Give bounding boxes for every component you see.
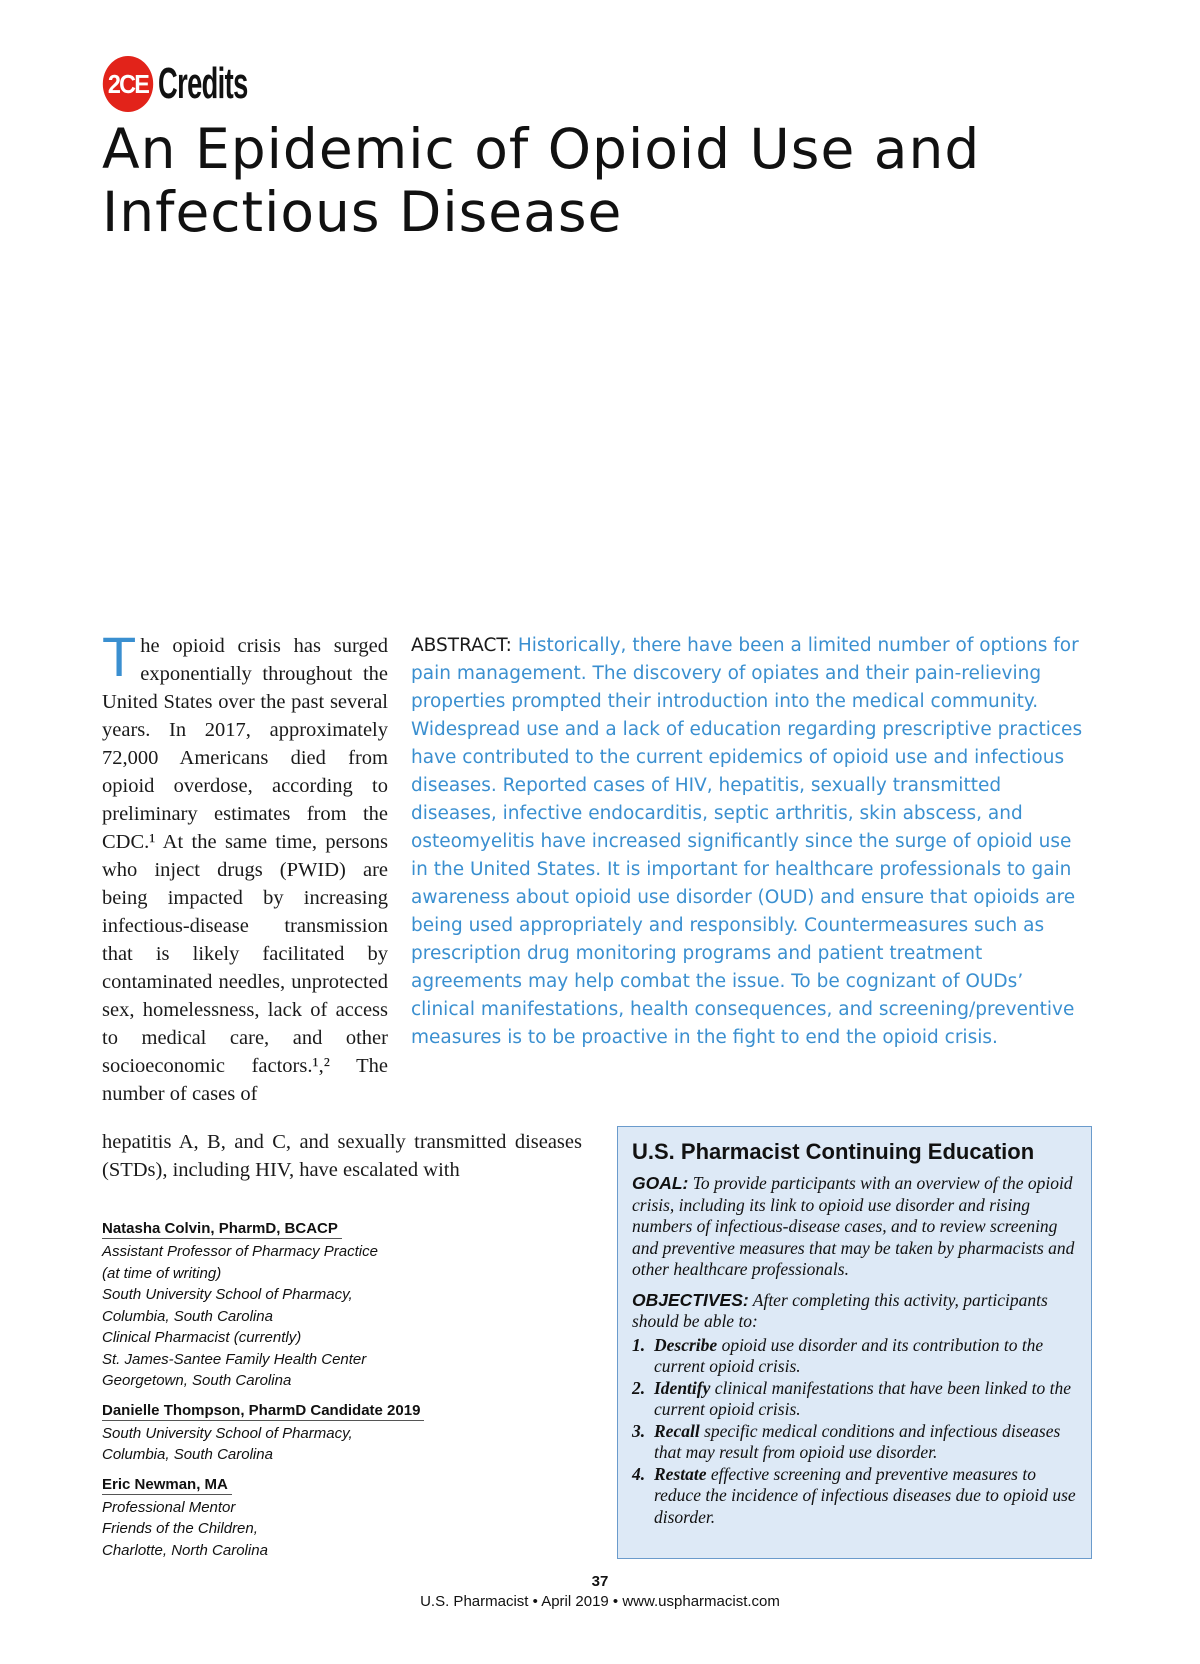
body-column-text: he opioid crisis has surged exponentially throughout the United States over the past several years. In 2017, approximately 72,000 Americans died from opioid overdose, according to preliminary estimates from the CDC.¹ At the same time, persons who inject drugs (PWID) are being impacted by increasing infectious-disease transmission that is likely facilitated by contaminated needles, unprotected sex, homelessness, lack of access to medical care, and other socioeconomic factors.¹,² The number of cases of — [102, 635, 388, 1105]
continuing-education-box — [617, 1126, 1092, 1559]
objectives-label: OBJECTIVES: — [632, 1289, 749, 1310]
objective-number: 2. — [632, 1377, 646, 1398]
affiliation-line: Columbia, South Carolina — [102, 1446, 273, 1463]
body-continued: hepatitis A, B, and C, and sexually transmitted diseases (STDs), including HIV, have escalated with — [102, 1131, 582, 1181]
affiliation-line: South University School of Pharmacy, — [102, 1286, 353, 1303]
article-title: An Epidemic of Opioid Use and Infectious Disease — [102, 117, 981, 244]
objective-text: effective screening and preventive measures to reduce the incidence of infectious diseases due to opioid use disorder. — [654, 1463, 1076, 1527]
author-name: Eric Newman, MA — [102, 1476, 232, 1495]
author-list — [102, 1220, 522, 1571]
affiliation-line: (at time of writing) — [102, 1264, 222, 1282]
affiliation-line: St. James-Santee Family Health Center — [102, 1350, 367, 1368]
ce-box-title: U.S. Pharmacist Continuing Education — [632, 1139, 1035, 1164]
objectives-intro-text: After completing this activity, participants should be able to: — [632, 1289, 1048, 1331]
objective-text: opioid use disorder and its contribution to the current opioid crisis. — [654, 1334, 1044, 1376]
page-number: 37 — [591, 1573, 609, 1590]
affiliation-line: Friends of the Children, — [102, 1520, 258, 1537]
affiliation-line: Assistant Professor of Pharmacy Practice — [102, 1243, 378, 1260]
affiliation-line: Professional Mentor — [102, 1498, 236, 1516]
body-column — [102, 625, 388, 1108]
author-block — [102, 1220, 522, 1392]
ce-objectives-intro — [632, 1290, 1077, 1333]
affiliation-line: Clinical Pharmacist (currently) — [102, 1329, 302, 1346]
ce-goal — [632, 1173, 1077, 1281]
objective-item — [632, 1421, 1077, 1464]
abstract-text: Historically, there have been a limited number of options for pain management. The discovery of opiates and their pain-relieving properties prompted their introduction into the medical community. Widespread use and a lack of education regarding prescriptive practices have contributed to the current epidemics of opioid use and infectious diseases. Reported cases of HIV, hepatitis, sexually transmitted diseases, infective endocarditis, septic arthritis, skin abscess, and osteomyelitis have increased significantly since the surge of opioid use in the United States. It is important for healthcare professionals to gain awareness about opioid use disorder (OUD) and ensure that opioids are being used appropriately and responsibly. Countermeasures such as prescription drug monitoring programs and patient treatment agreements may help combat the issue. To be cognizant of OUDs’ clinical manifestations, health consequences, and screening/preventive measures is to be proactive in the fight to end the opioid crisis. — [411, 635, 1083, 1048]
objective-verb: Describe — [654, 1334, 718, 1355]
objective-number: 1. — [632, 1334, 646, 1355]
affiliation-line: Charlotte, North Carolina — [102, 1541, 268, 1559]
goal-text: To provide participants with an overview of the opioid crisis, including its link to opioid use disorder and rising numbers of infectious-disease cases, and to review screening and preventive measures that may be taken by pharmacists and other healthcare professionals. — [632, 1173, 1075, 1279]
objective-number: 3. — [632, 1420, 646, 1441]
objective-verb: Identify — [654, 1377, 711, 1398]
abstract — [411, 632, 1091, 1052]
author-block — [102, 1402, 522, 1466]
objective-verb: Restate — [654, 1463, 707, 1484]
objective-item — [632, 1335, 1077, 1378]
author-block — [102, 1476, 522, 1562]
abstract-label: ABSTRACT: — [411, 635, 512, 656]
affiliation-line: Georgetown, South Carolina — [102, 1372, 292, 1389]
objectives-list — [632, 1335, 1077, 1529]
goal-label: GOAL: — [632, 1173, 689, 1193]
objective-item — [632, 1464, 1077, 1529]
author-name: Danielle Thompson, PharmD Candidate 2019 — [102, 1402, 424, 1421]
author-name: Natasha Colvin, PharmD, BCACP — [102, 1220, 342, 1239]
affiliation-line: South University School of Pharmacy, — [102, 1424, 353, 1442]
affiliation-line: Columbia, South Carolina — [102, 1307, 273, 1325]
ce-badge: 2CE — [103, 56, 153, 112]
objective-text: clinical manifestations that have been linked to the current opioid crisis. — [654, 1377, 1072, 1419]
drop-cap: T — [102, 625, 137, 688]
objective-verb: Recall — [654, 1420, 700, 1441]
ce-credits-logo — [100, 56, 303, 112]
objective-text: specific medical conditions and infectious diseases that may result from opioid use disorder. — [654, 1420, 1061, 1462]
credits-word: Credits — [158, 59, 248, 108]
objective-item — [632, 1378, 1077, 1421]
publication-footer: U.S. Pharmacist • April 2019 • www.uspharmacist.com — [420, 1593, 780, 1610]
objective-number: 4. — [632, 1463, 646, 1484]
